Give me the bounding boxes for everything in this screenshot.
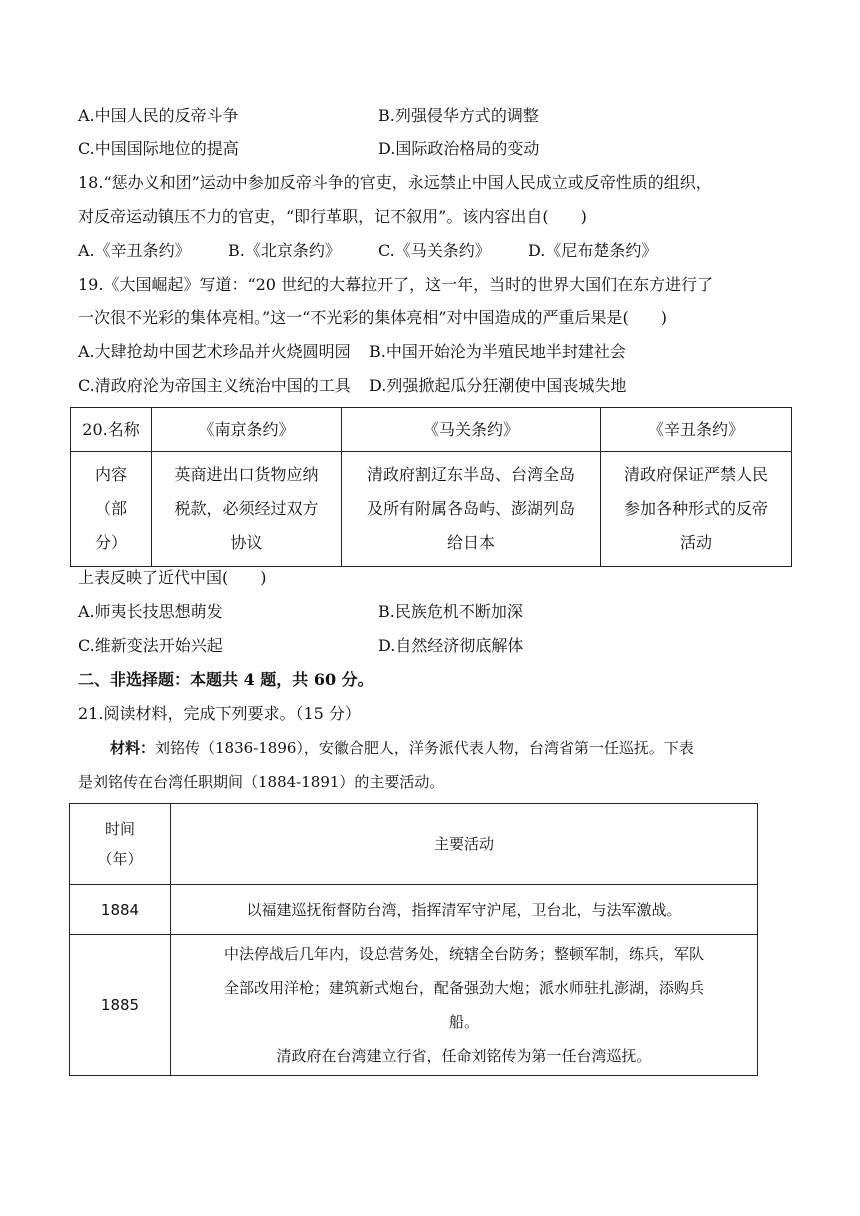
section-heading: 二、非选择题：本题共 4 题，共 60 分。 [78, 670, 374, 689]
q21-material-line1 [110, 737, 694, 759]
treaty-content-xinchou: 清政府保证严禁人民 参加各种形式的反帝 活动 [601, 452, 792, 567]
material-label: 材料： [110, 739, 156, 757]
activity-row [70, 885, 758, 935]
q18-option-b: B.《北京条约》 [228, 241, 341, 260]
q18-stem-line2: 对反帝运动镇压不力的官吏，“即行革职，记不叙用”。该内容出自( ) [78, 207, 587, 226]
q17-option-c: C.中国国际地位的提高 [78, 139, 239, 158]
q20-stem: 上表反映了近代中国( ) [78, 568, 267, 587]
activity-year-1885: 1885 [70, 935, 171, 1076]
q20-option-a: A.师夷长技思想萌发 [78, 602, 223, 621]
q17-option-a: A.中国人民的反帝斗争 [78, 106, 239, 125]
treaty-table-header [71, 408, 792, 452]
q19-option-a: A.大肆抢劫中国艺术珍品并火烧圆明园 [78, 342, 351, 361]
q20-option-d: D.自然经济彻底解体 [378, 636, 524, 655]
q17-option-b: B.列强侵华方式的调整 [378, 106, 539, 125]
treaty-header-name: 20.名称 [71, 408, 152, 452]
q18-option-c: C.《马关条约》 [378, 241, 491, 260]
activity-table-header [70, 804, 758, 885]
q19-stem-line2: 一次很不光彩的集体亮相。”这一“不光彩的集体亮相”对中国造成的严重后果是( ) [78, 308, 668, 327]
q19-option-c: C.清政府沦为帝国主义统治中国的工具 [78, 376, 351, 395]
activity-year-1884: 1884 [70, 885, 171, 935]
q18-option-a: A.《辛丑条约》 [78, 241, 191, 260]
treaty-header-xinchou: 《辛丑条约》 [601, 408, 792, 452]
q21-material-line2: 是刘铭传在台湾任职期间（1884-1891）的主要活动。 [78, 773, 445, 791]
q20-option-b: B.民族危机不断加深 [378, 602, 523, 621]
activity-header-time: 时间 （年） [70, 804, 171, 885]
treaty-content-maguan: 清政府割辽东半岛、台湾全岛 及所有附属各岛屿、澎湖列岛 给日本 [342, 452, 601, 567]
q18-stem-line1: 18.“惩办义和团”运动中参加反帝斗争的官吏，永远禁止中国人民成立或反帝性质的组织， [78, 173, 712, 192]
q17-option-d: D.国际政治格局的变动 [378, 139, 540, 158]
q19-option-b: B.中国开始沦为半殖民地半封建社会 [369, 342, 626, 361]
activity-row [70, 935, 758, 1076]
treaty-header-maguan: 《马关条约》 [342, 408, 601, 452]
activity-header-activity: 主要活动 [171, 804, 758, 885]
q18-option-d: D.《尼布楚条约》 [528, 241, 658, 260]
activity-text-1885: 中法停战后几年内，设总营务处，统辖全台防务；整顿军制，练兵，军队 全部改用洋枪；建筑新式炮台，配备强劲大炮；派水师驻扎澎湖，添购兵 船。 清政府在台湾建立行省，任命刘铭传为第一任台湾巡抚。 [171, 935, 758, 1076]
q19-option-d: D.列强掀起瓜分狂潮使中国丧城失地 [369, 376, 627, 395]
treaty-row-label: 内容 （部 分） [71, 452, 152, 567]
material-text-1: 刘铭传（1836-1896），安徽合肥人，洋务派代表人物，台湾省第一任巡抚。下表 [155, 739, 694, 757]
q20-option-c: C.维新变法开始兴起 [78, 636, 223, 655]
activity-table [69, 803, 758, 1076]
treaty-table-row [71, 452, 792, 567]
treaty-header-nanjing: 《南京条约》 [152, 408, 342, 452]
q21-stem: 21.阅读材料，完成下列要求。（15 分） [78, 704, 361, 723]
q19-stem-line1: 19.《大国崛起》写道：“20 世纪的大幕拉开了，这一年，当时的世界大国们在东方进行了 [78, 275, 714, 294]
activity-text-1884: 以福建巡抚衔督防台湾，指挥清军守沪尾，卫台北，与法军激战。 [171, 885, 758, 935]
treaty-content-nanjing: 英商进出口货物应纳 税款，必须经过双方 协议 [152, 452, 342, 567]
treaty-table [70, 407, 792, 567]
